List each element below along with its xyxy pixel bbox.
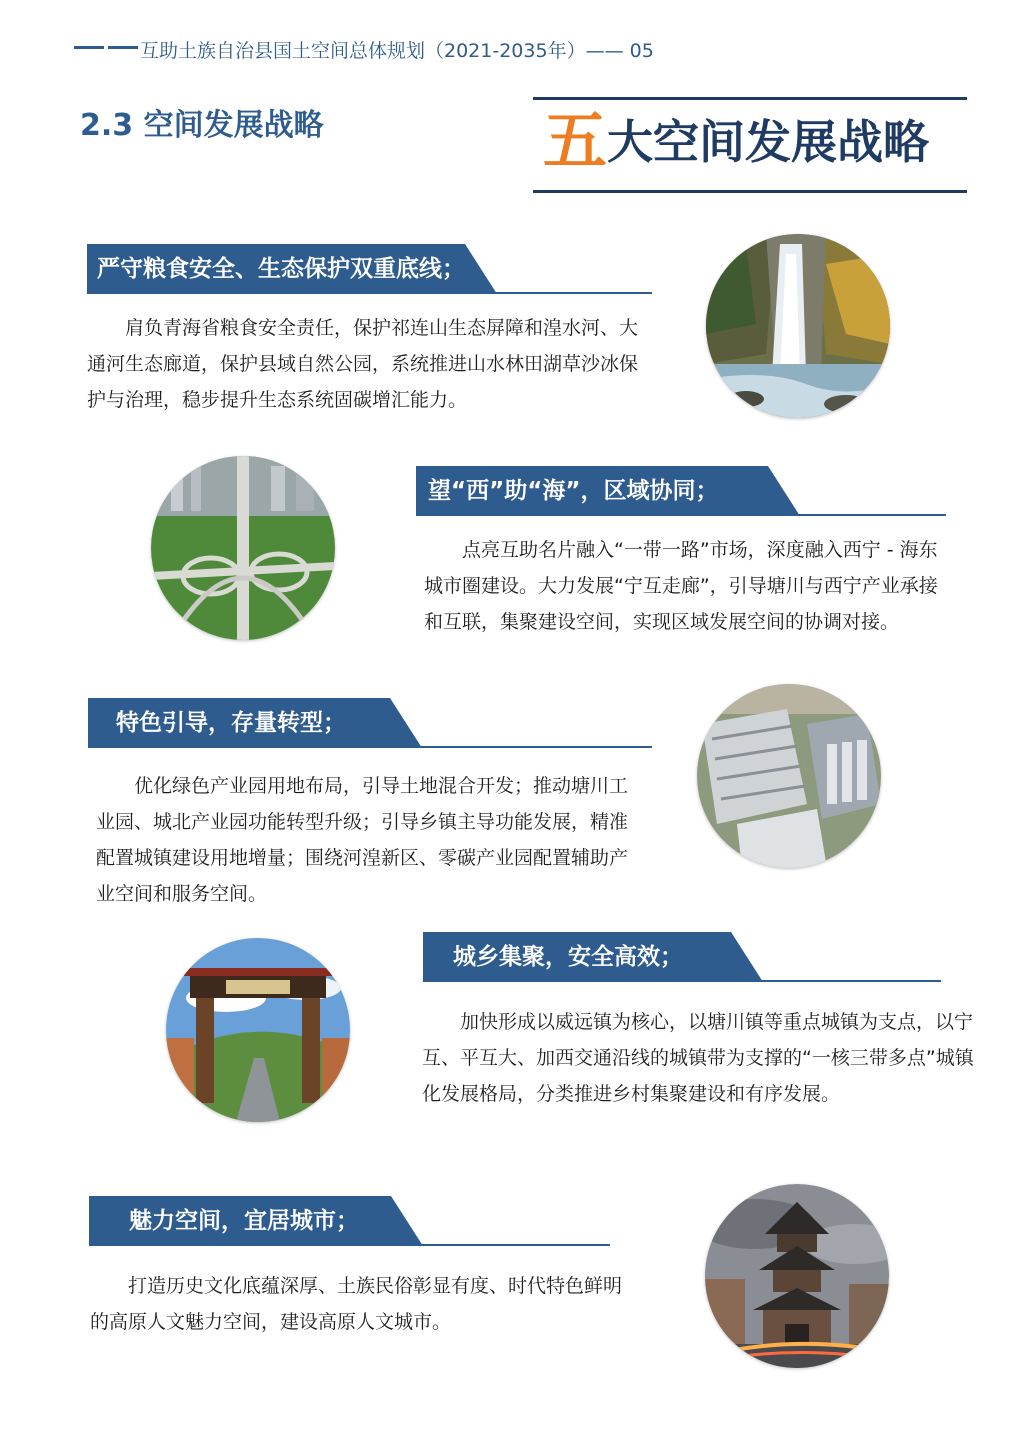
strategy-4-banner bbox=[423, 932, 941, 982]
bell-tower-photo bbox=[705, 1184, 889, 1368]
highway-interchange-photo bbox=[151, 456, 335, 640]
strategy-3-banner bbox=[88, 698, 652, 748]
strategy-2-title: 望“西”助“海”，区域协同； bbox=[428, 478, 719, 504]
big-title bbox=[543, 106, 929, 178]
big-title-rest: 大空间发展战略 bbox=[607, 115, 929, 169]
village-gate-photo bbox=[166, 938, 350, 1122]
big-title-accent: 五 bbox=[543, 105, 607, 179]
strategy-2-banner bbox=[416, 466, 946, 516]
strategy-5-title: 魅力空间，宜居城市； bbox=[129, 1208, 359, 1234]
strategy-4-title: 城乡集聚，安全高效； bbox=[453, 944, 683, 970]
industrial-park-photo bbox=[697, 684, 881, 868]
strategy-3-title: 特色引导，存量转型； bbox=[116, 710, 346, 736]
strategy-1-banner bbox=[87, 244, 652, 294]
strategy-3-text: 优化绿色产业园用地布局，引导土地混合开发；推动塘川工业园、城北产业园功能转型升级；引导乡镇主导功能发展，精准配置城镇建设用地增量；围绕河湟新区、零碳产业园配置辅助产业空间和服务空间。 bbox=[96, 775, 629, 905]
running-title: 互助土族自治县国土空间总体规划（2021-2035年）—— 05 bbox=[140, 40, 654, 62]
strategy-1-title: 严守粮食安全、生态保护双重底线； bbox=[97, 256, 465, 282]
strategy-4-text: 加快形成以威远镇为核心，以塘川镇等重点城镇为支点，以宁互、平互大、加西交通沿线的城镇带为支撑的“一核三带多点”城镇化发展格局，分类推进乡村集聚建设和有序发展。 bbox=[422, 1011, 974, 1105]
strategy-1-text: 肩负青海省粮食安全责任，保护祁连山生态屏障和湟水河、大通河生态廊道，保护县域自然公园，系统推进山水林田湖草沙冰保护与治理，稳步提升生态系统固碳增汇能力。 bbox=[87, 317, 639, 411]
strategy-5-banner bbox=[89, 1196, 610, 1246]
header-dash-2 bbox=[108, 46, 138, 49]
strategy-5-text: 打造历史文化底蕴深厚、土族民俗彰显有度、时代特色鲜明的高原人文魅力空间，建设高原人文城市。 bbox=[90, 1275, 623, 1333]
section-title: 2.3 空间发展战略 bbox=[80, 108, 324, 143]
waterfall-photo bbox=[706, 234, 890, 418]
header-dash-1 bbox=[74, 46, 104, 49]
strategy-2-text: 点亮互助名片融入“一带一路”市场，深度融入西宁 - 海东城市圈建设。大力发展“宁互走廊”，引导塘川与西宁产业承接和互联，集聚建设空间，实现区域发展空间的协调对接。 bbox=[424, 539, 938, 633]
